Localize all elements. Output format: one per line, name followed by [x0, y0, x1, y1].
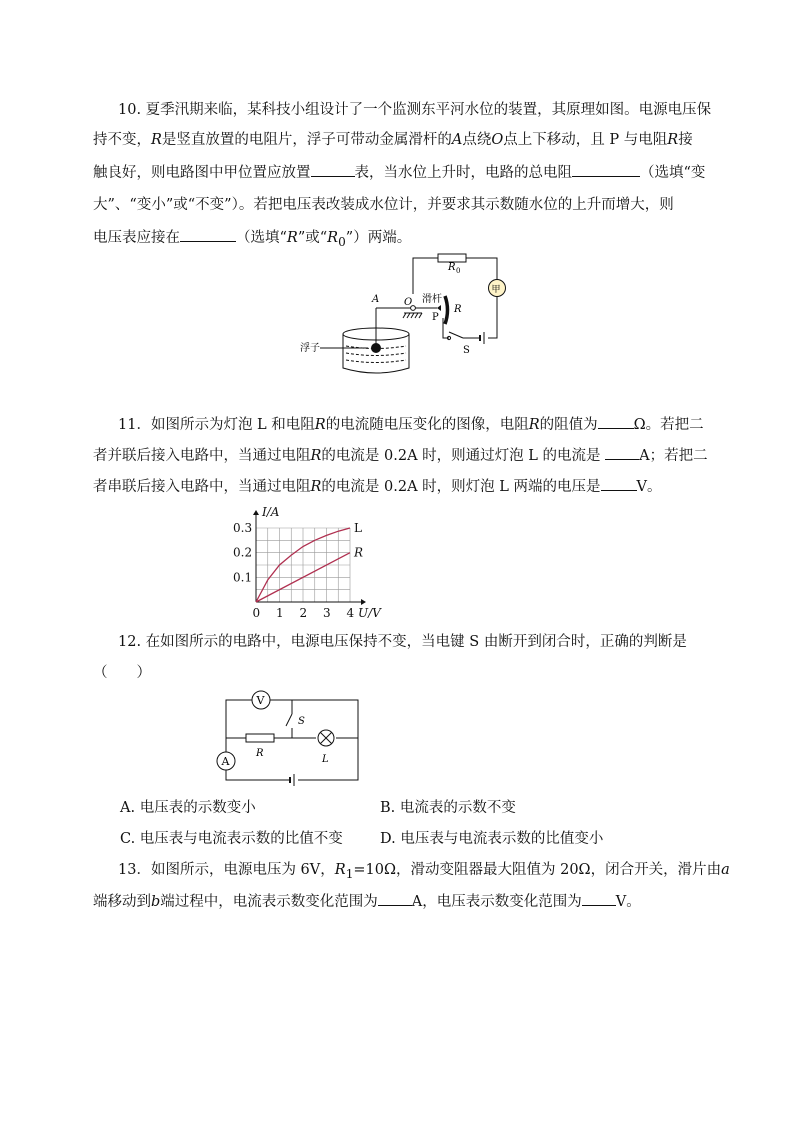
y-tick-label: 0.2	[233, 545, 253, 560]
q12-paren: （ ）	[93, 665, 151, 681]
iu-chart	[228, 503, 398, 623]
x-axis-arrow	[361, 599, 366, 605]
label-r: R	[256, 748, 264, 759]
answer-blank[interactable]	[311, 162, 355, 177]
wire	[270, 700, 358, 780]
q10-line-4: 大”、“变小”或“不变”）。若把电压表改装成水位计，并要求其示数随水位的上升而增大，则	[93, 197, 674, 213]
chart-axes	[253, 510, 366, 605]
q10-line-2: 持不变，R是竖直放置的电阻片，浮子可带动金属滑杆的A点绕O点上下移动，且 P 与电阻R接	[93, 132, 693, 148]
q12-option-a[interactable]: A. 电压表的示数变小	[120, 800, 256, 816]
wire	[466, 258, 497, 279]
label-fuzi: 浮子	[300, 343, 320, 354]
q12-option-d[interactable]: D. 电压表与电流表示数的比值变小	[380, 831, 604, 847]
series-label-r: R	[354, 545, 364, 560]
y-axis-arrow	[253, 510, 259, 515]
wire	[413, 258, 438, 294]
answer-blank[interactable]	[605, 445, 639, 460]
q11-line-3: 者串联后接入电路中，当通过电阻R的电流是 0.2A 时，则灯泡 L 两端的电压是 V。	[93, 476, 662, 497]
label-l: L	[322, 754, 329, 765]
q12-option-c[interactable]: C. 电压表与电流表示数的比值不变	[120, 831, 343, 847]
q13-line-2: 端移动到b端过程中，电流表示数变化范围为 A，电压表示数变化范围为 V。	[93, 891, 641, 912]
wire	[226, 700, 252, 752]
x-tick-label: 3	[323, 606, 331, 620]
label-v: V	[256, 694, 265, 707]
chart-grid	[256, 528, 350, 602]
q11-line-2: 者并联后接入电路中，当通过电阻R的电流是 0.2A 时，则通过灯泡 L 的电流是 A；若把二	[93, 445, 708, 466]
series-label-l: L	[354, 521, 362, 535]
y-tick-label: 0.3	[233, 521, 253, 535]
water-level-circuit-diagram	[300, 250, 530, 385]
answer-blank[interactable]	[582, 891, 616, 906]
x-tick-label: 4	[346, 606, 355, 620]
wire	[488, 296, 497, 338]
q12-line-1: 12. 在如图所示的电路中，电源电压保持不变，当电键 S 由断开到闭合时，正确的判断是	[118, 634, 687, 650]
x-tick-label: 1	[276, 606, 284, 620]
x-tick-label: 0	[252, 606, 261, 620]
label-r: R	[454, 304, 462, 315]
y-tick-label: 0.1	[233, 570, 253, 585]
q10-line-5: 电压表应接在 （选填“R”或“$R_0$”）两端。	[93, 227, 411, 252]
label-s: S	[298, 716, 305, 727]
q10-line-1: 10. 夏季汛期来临，某科技小组设计了一个监测东平河水位的装置，其原理如图。电源电压保	[118, 102, 712, 118]
answer-blank[interactable]	[180, 227, 236, 242]
label-a: A	[372, 294, 380, 305]
label-p: P	[432, 312, 439, 323]
label-jia: 甲	[491, 285, 501, 295]
answer-blank[interactable]	[572, 162, 640, 177]
label-s: S	[463, 345, 470, 356]
resistor-r0	[438, 254, 466, 262]
label-r0: R	[448, 262, 456, 273]
answer-blank[interactable]	[378, 891, 412, 906]
answer-blank[interactable]	[598, 414, 634, 429]
answer-blank[interactable]	[601, 476, 637, 491]
resistor-r-plate	[445, 296, 448, 324]
label-a: A	[221, 755, 230, 768]
label-o: O	[404, 297, 413, 308]
switch-circuit-diagram	[212, 690, 372, 790]
switch-s	[286, 714, 292, 726]
label-r0-sub: 0	[456, 267, 461, 275]
q12-option-b[interactable]: B. 电流表的示数不变	[380, 800, 516, 816]
chart-labels	[233, 505, 382, 620]
switch-s	[449, 332, 463, 338]
x-tick-label: 2	[299, 606, 308, 620]
q10-line-3: 触良好，则电路图中甲位置应放置 表，当水位上升时，电路的总电阻 （选填“变	[93, 162, 705, 183]
q13-line-1: 13．如图所示，电源电压为 6V，$R_1=10\Omega$，滑动变阻器最大阻值为 20Ω，闭合开关，滑片由a	[118, 862, 730, 881]
float-ball	[371, 343, 381, 353]
q11-line-1: 11．如图所示为灯泡 L 和电阻R的电流随电压变化的图像，电阻R的阻值为 Ω。若把二	[118, 414, 704, 435]
wire	[226, 770, 290, 780]
y-axis-label: I/A	[262, 505, 280, 519]
label-huagan: 滑杆	[422, 294, 442, 305]
resistor-r	[246, 734, 274, 742]
x-axis-label: U/V	[358, 606, 381, 620]
